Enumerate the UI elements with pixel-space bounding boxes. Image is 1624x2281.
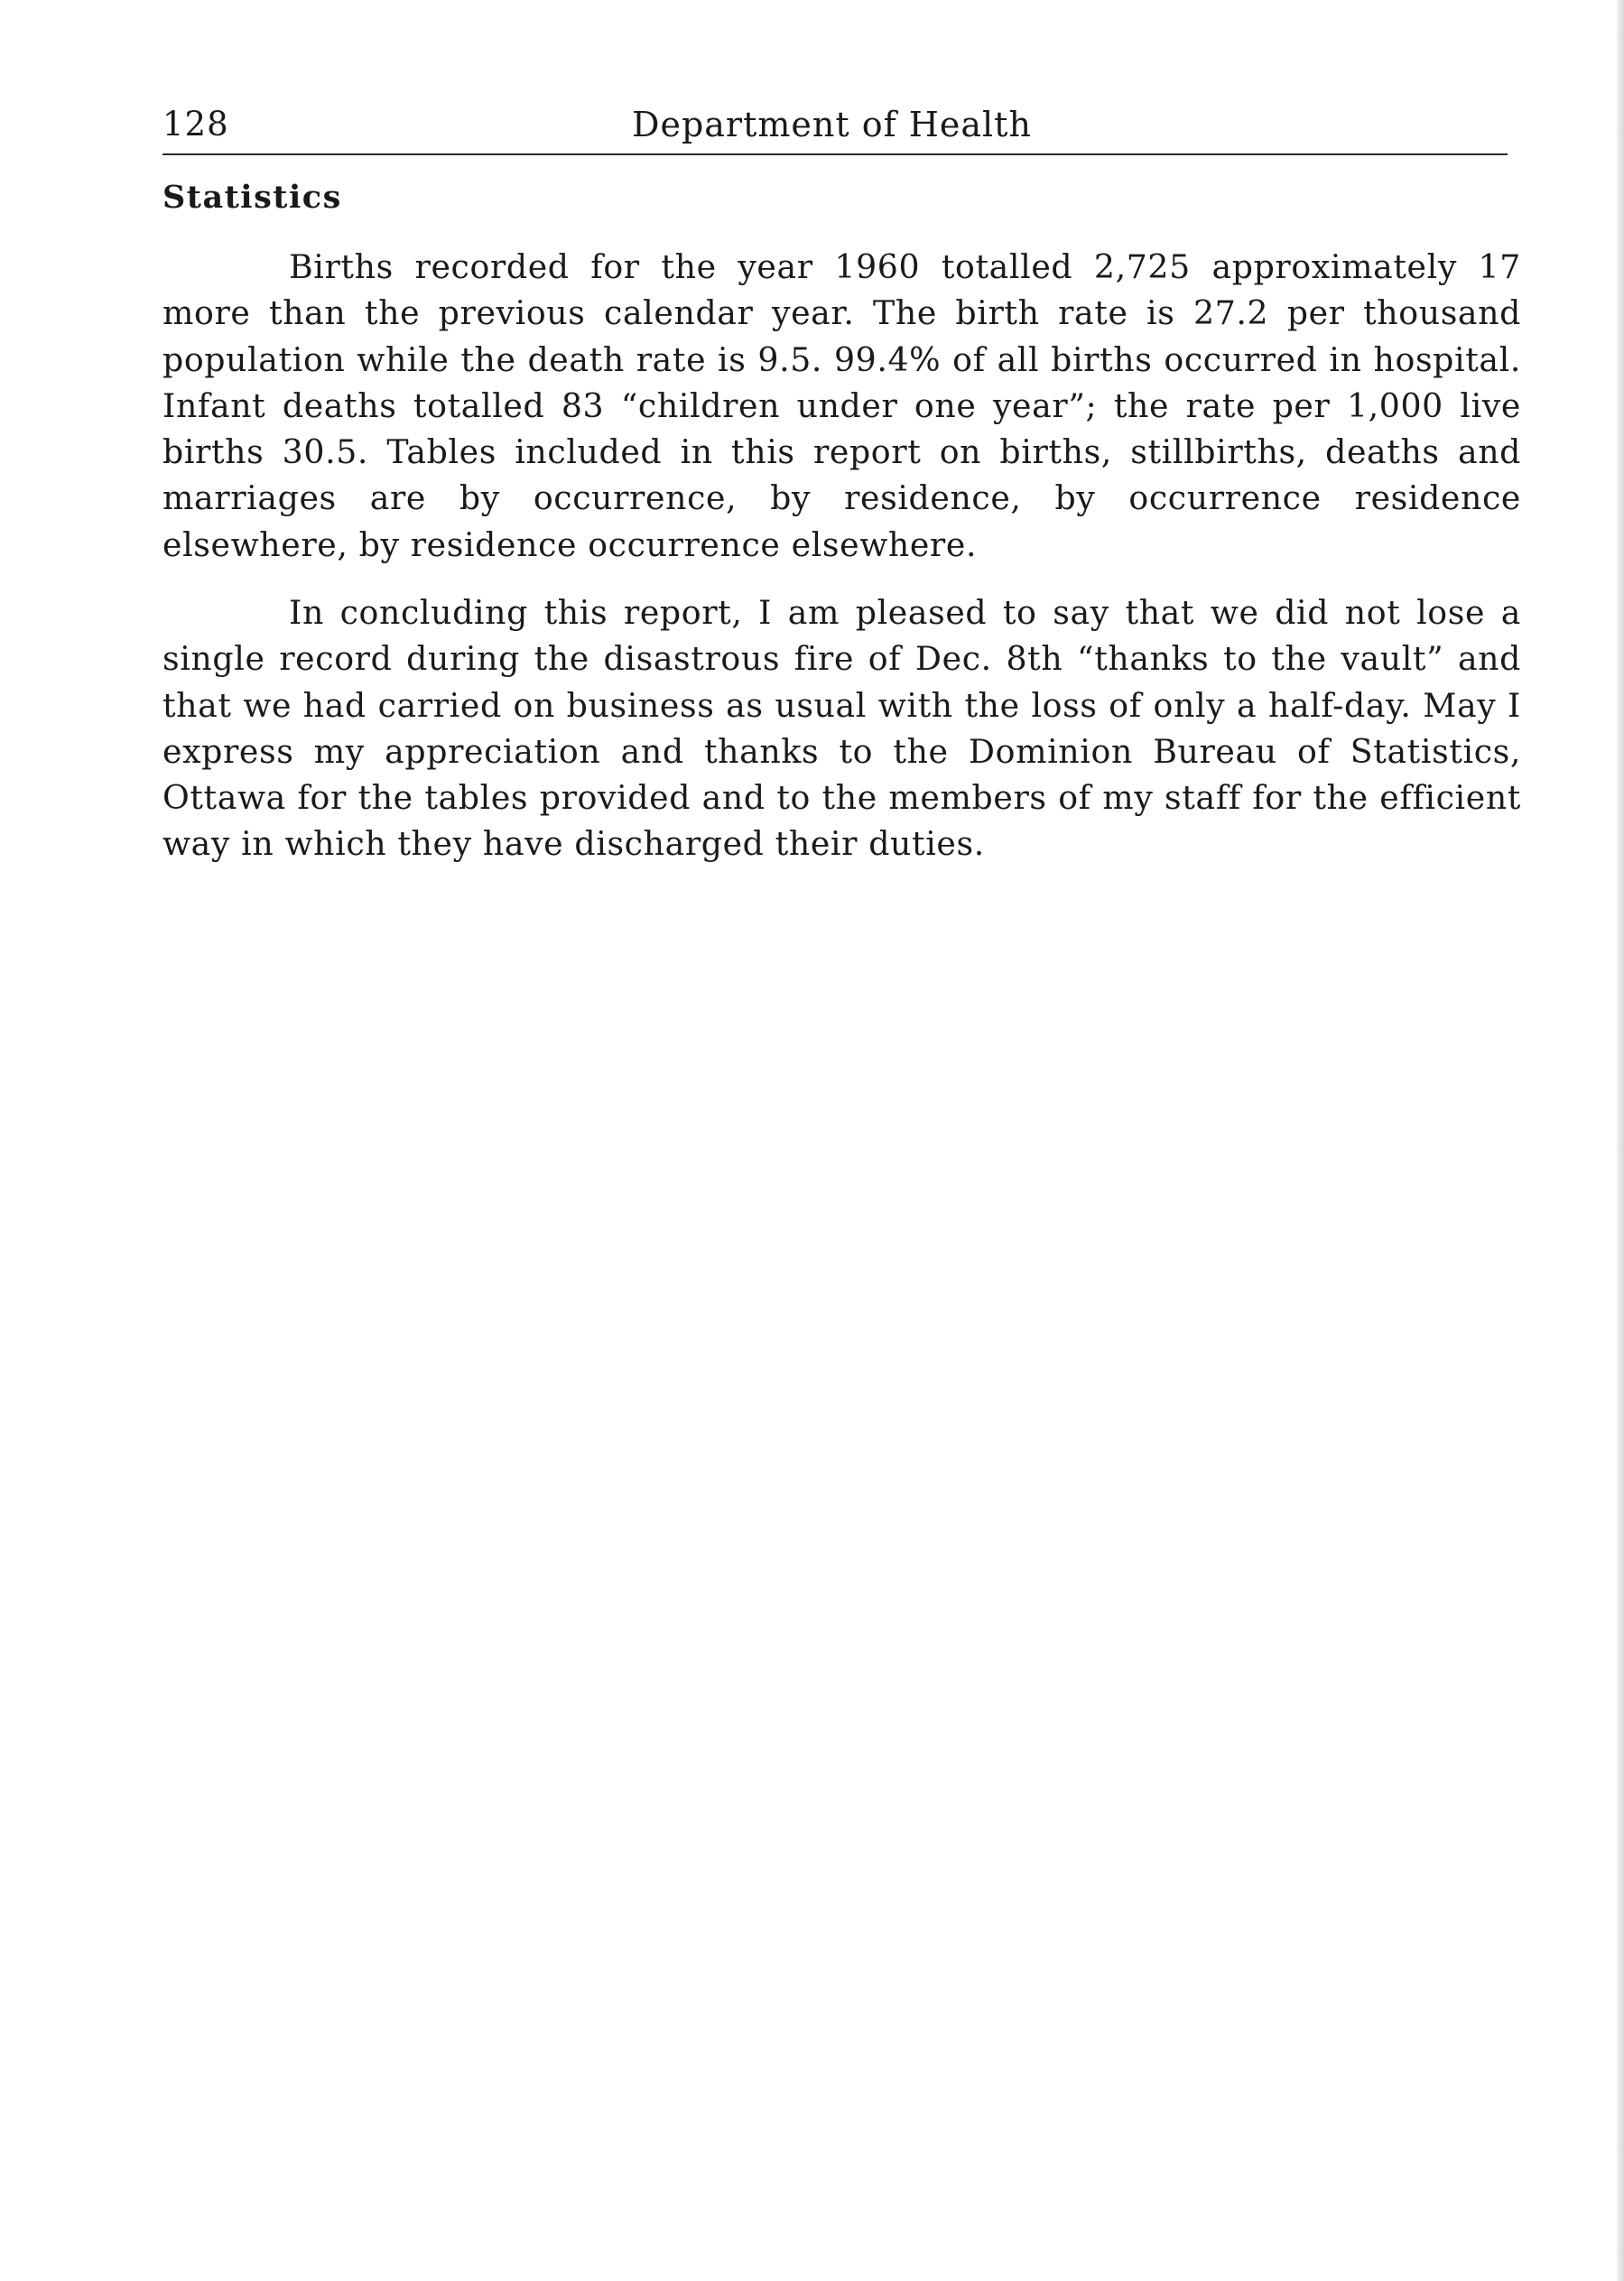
running-head	[162, 97, 1508, 144]
section-heading: Statistics	[162, 179, 342, 216]
header-rule	[162, 153, 1508, 155]
paragraph-conclusion	[162, 589, 1521, 867]
paragraph-births	[162, 244, 1521, 568]
running-head-title: Department of Health	[632, 105, 1032, 144]
paragraph-text: Births recorded for the year 1960 totalled 2,725 approximately 17 more than the previous calendar year. The birth rate is 27.2 per thousand population while the death rate is 9.5. 99.4% of all births occurred in hospital. Infant deaths totalled 83 “children under one year”; the rate per 1,000 live births 30.5. Tables included in this report on births, stillbirths, deaths and marriages are by occurrence, by residence, by occurrence residence elsewhere, by residence occurrence elsewhere.	[162, 247, 1521, 564]
paragraph-text: In concluding this report, I am pleased to say that we did not lose a single record during the disastrous fire of Dec. 8th “thanks to the vault” and that we had carried on business as usual with the loss of only a half-day. May I express my appreciation and thanks to the Dominion Bureau of Statistics, Ottawa for the tables provided and to the members of my staff for the efficient way in which they have discharged their duties.	[162, 593, 1521, 864]
page-number: 128	[162, 105, 229, 144]
page-edge-shadow	[1617, 0, 1624, 2281]
